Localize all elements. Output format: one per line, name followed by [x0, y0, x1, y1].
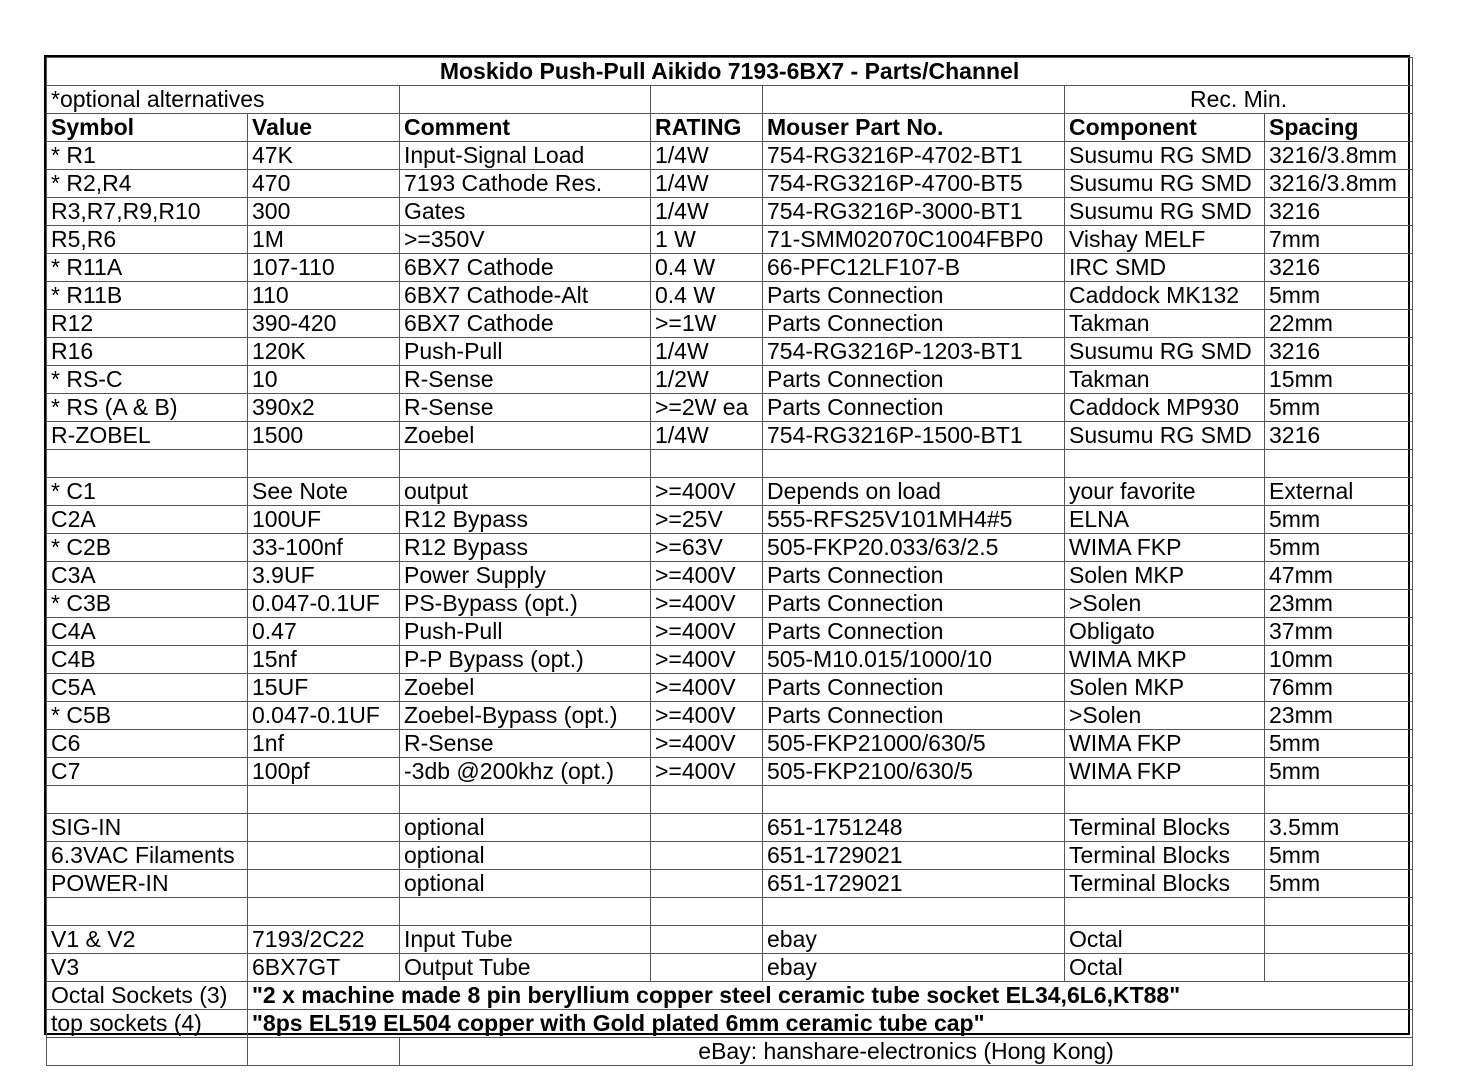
cell-symbol: top sockets (4) — [47, 1010, 248, 1038]
cell-mouser-part-no: 651-1751248 — [763, 814, 1065, 842]
cell-spacing: 10mm — [1265, 646, 1413, 674]
header-mouser-part: Mouser Part No. — [763, 114, 1065, 142]
cell-mouser-part-no: ebay — [763, 926, 1065, 954]
cell-value: 100UF — [248, 506, 400, 534]
footer-source: eBay: hanshare-electronics (Hong Kong) — [400, 1038, 1413, 1066]
cell-component: Susumu RG SMD — [1065, 422, 1265, 450]
cell-symbol: C3A — [47, 562, 248, 590]
cell-spacing: 3.5mm — [1265, 814, 1413, 842]
cell-symbol: * C3B — [47, 590, 248, 618]
resistor-row — [47, 254, 1413, 282]
capacitor-row — [47, 730, 1413, 758]
cell-value: 47K — [248, 142, 400, 170]
cell-comment: Input-Signal Load — [400, 142, 651, 170]
cell-mouser-part-no: Parts Connection — [763, 394, 1065, 422]
cell-spacing — [1265, 926, 1413, 954]
cell-spacing: 23mm — [1265, 702, 1413, 730]
cell-spacing: 23mm — [1265, 590, 1413, 618]
cell-component: Susumu RG SMD — [1065, 338, 1265, 366]
socket-description: "2 x machine made 8 pin beryllium copper steel ceramic tube socket EL34,6L6,KT88" — [248, 982, 1413, 1010]
cell-rating: 0.4 W — [651, 282, 763, 310]
header-row — [47, 114, 1413, 142]
cell-comment: P-P Bypass (opt.) — [400, 646, 651, 674]
cell-comment: R-Sense — [400, 366, 651, 394]
cell-mouser-part-no: ebay — [763, 954, 1065, 982]
cell-spacing: 5mm — [1265, 842, 1413, 870]
resistor-row — [47, 282, 1413, 310]
cell-component: your favorite — [1065, 478, 1265, 506]
cell-rating: 1 W — [651, 226, 763, 254]
tube-row — [47, 926, 1413, 954]
header-spacing: Spacing — [1265, 114, 1413, 142]
cell-rating: >=400V — [651, 478, 763, 506]
resistor-row — [47, 366, 1413, 394]
cell-rating: 1/4W — [651, 170, 763, 198]
cell-mouser-part-no: Parts Connection — [763, 674, 1065, 702]
cell-rating — [651, 954, 763, 982]
title-row — [47, 58, 1413, 86]
cell-symbol: * R11A — [47, 254, 248, 282]
cell-rating: >=400V — [651, 674, 763, 702]
cell-rating: >=2W ea — [651, 394, 763, 422]
cell-spacing: 7mm — [1265, 226, 1413, 254]
cell-rating: 1/4W — [651, 198, 763, 226]
cell-rating: >=400V — [651, 562, 763, 590]
cell-spacing: 3216 — [1265, 254, 1413, 282]
cell-comment: 6BX7 Cathode — [400, 310, 651, 338]
cell-spacing: 3216 — [1265, 198, 1413, 226]
tube-row — [47, 954, 1413, 982]
connector-row — [47, 842, 1413, 870]
cell-symbol: POWER-IN — [47, 870, 248, 898]
cell-comment: optional — [400, 870, 651, 898]
footer-row — [47, 1038, 1413, 1066]
cell-symbol: * RS-C — [47, 366, 248, 394]
cell-value: 1nf — [248, 730, 400, 758]
cell-spacing: 47mm — [1265, 562, 1413, 590]
note-row — [47, 86, 1413, 114]
cell-rating — [651, 870, 763, 898]
cell-mouser-part-no: Depends on load — [763, 478, 1065, 506]
cell-mouser-part-no: Parts Connection — [763, 702, 1065, 730]
cell-symbol: C4A — [47, 618, 248, 646]
cell-comment: Output Tube — [400, 954, 651, 982]
cell-rating: 1/2W — [651, 366, 763, 394]
cell-comment: R12 Bypass — [400, 534, 651, 562]
cell-mouser-part-no: 505-FKP2100/630/5 — [763, 758, 1065, 786]
socket-description: "8ps EL519 EL504 copper with Gold plated 6mm ceramic tube cap" — [248, 1010, 1413, 1038]
capacitor-row — [47, 618, 1413, 646]
resistor-row — [47, 142, 1413, 170]
cell-rating: >=63V — [651, 534, 763, 562]
cell-symbol: C2A — [47, 506, 248, 534]
capacitor-row — [47, 674, 1413, 702]
cell-value: 7193/2C22 — [248, 926, 400, 954]
resistor-row — [47, 394, 1413, 422]
cell-component: Terminal Blocks — [1065, 814, 1265, 842]
cell-symbol: * C2B — [47, 534, 248, 562]
cell-symbol: R-ZOBEL — [47, 422, 248, 450]
cell-rating: >=400V — [651, 618, 763, 646]
capacitor-row — [47, 506, 1413, 534]
cell-component: IRC SMD — [1065, 254, 1265, 282]
cell-rating: >=400V — [651, 758, 763, 786]
cell-component: WIMA MKP — [1065, 646, 1265, 674]
cell-value: 6BX7GT — [248, 954, 400, 982]
connector-row — [47, 814, 1413, 842]
capacitor-row — [47, 646, 1413, 674]
capacitor-row — [47, 478, 1413, 506]
cell-component: >Solen — [1065, 702, 1265, 730]
cell-spacing: 3216 — [1265, 422, 1413, 450]
cell-value: 15nf — [248, 646, 400, 674]
cell-mouser-part-no: 651-1729021 — [763, 842, 1065, 870]
resistor-row — [47, 170, 1413, 198]
parts-table — [46, 57, 1413, 1066]
resistor-row — [47, 198, 1413, 226]
cell-symbol: * R11B — [47, 282, 248, 310]
cell-value: 110 — [248, 282, 400, 310]
cell-comment: R12 Bypass — [400, 506, 651, 534]
cell-component: Susumu RG SMD — [1065, 198, 1265, 226]
socket-row — [47, 1010, 1413, 1038]
cell-component: Caddock MK132 — [1065, 282, 1265, 310]
cell-rating: 1/4W — [651, 142, 763, 170]
capacitor-row — [47, 562, 1413, 590]
cell-comment: 6BX7 Cathode-Alt — [400, 282, 651, 310]
cell-component: Octal — [1065, 954, 1265, 982]
cell-mouser-part-no: Parts Connection — [763, 282, 1065, 310]
cell-comment: -3db @200khz (opt.) — [400, 758, 651, 786]
cell-symbol: V1 & V2 — [47, 926, 248, 954]
capacitor-row — [47, 702, 1413, 730]
resistor-row — [47, 338, 1413, 366]
cell-comment: Zoebel — [400, 422, 651, 450]
cell-rating: >=25V — [651, 506, 763, 534]
socket-row — [47, 982, 1413, 1010]
cell-comment: Power Supply — [400, 562, 651, 590]
header-component: Component — [1065, 114, 1265, 142]
group-divider — [47, 898, 1413, 926]
cell-symbol: * R2,R4 — [47, 170, 248, 198]
header-value: Value — [248, 114, 400, 142]
cell-rating: 1/4W — [651, 422, 763, 450]
cell-spacing: 5mm — [1265, 534, 1413, 562]
header-rating: RATING — [651, 114, 763, 142]
cell-comment: R-Sense — [400, 394, 651, 422]
cell-comment: >=350V — [400, 226, 651, 254]
cell-mouser-part-no: 505-FKP20.033/63/2.5 — [763, 534, 1065, 562]
cell-mouser-part-no: 754-RG3216P-4700-BT5 — [763, 170, 1065, 198]
cell-mouser-part-no: 651-1729021 — [763, 870, 1065, 898]
cell-component: WIMA FKP — [1065, 758, 1265, 786]
cell-symbol: C4B — [47, 646, 248, 674]
cell-spacing: 15mm — [1265, 366, 1413, 394]
cell-spacing: 3216/3.8mm — [1265, 170, 1413, 198]
cell-value — [248, 814, 400, 842]
capacitor-row — [47, 534, 1413, 562]
cell-spacing: 5mm — [1265, 870, 1413, 898]
cell-comment: Gates — [400, 198, 651, 226]
parts-sheet — [44, 55, 1410, 1064]
cell-component: ELNA — [1065, 506, 1265, 534]
cell-value: 15UF — [248, 674, 400, 702]
cell-value: See Note — [248, 478, 400, 506]
cell-mouser-part-no: 754-RG3216P-1500-BT1 — [763, 422, 1065, 450]
cell-mouser-part-no: 754-RG3216P-4702-BT1 — [763, 142, 1065, 170]
cell-symbol: R5,R6 — [47, 226, 248, 254]
cell-symbol: C6 — [47, 730, 248, 758]
cell-value: 1500 — [248, 422, 400, 450]
cell-mouser-part-no: Parts Connection — [763, 366, 1065, 394]
cell-component: Terminal Blocks — [1065, 870, 1265, 898]
cell-component: Takman — [1065, 366, 1265, 394]
cell-symbol: 6.3VAC Filaments — [47, 842, 248, 870]
cell-value: 107-110 — [248, 254, 400, 282]
cell-rating — [651, 842, 763, 870]
cell-rating: >=400V — [651, 590, 763, 618]
cell-component: Susumu RG SMD — [1065, 170, 1265, 198]
cell-rating: >=400V — [651, 646, 763, 674]
cell-component: WIMA FKP — [1065, 534, 1265, 562]
cell-comment: Push-Pull — [400, 338, 651, 366]
rec-min-label: Rec. Min. — [1065, 86, 1413, 114]
cell-comment: output — [400, 478, 651, 506]
cell-mouser-part-no: Parts Connection — [763, 310, 1065, 338]
optional-note: *optional alternatives — [47, 86, 400, 114]
cell-value: 0.047-0.1UF — [248, 702, 400, 730]
cell-spacing: 37mm — [1265, 618, 1413, 646]
cell-value: 0.47 — [248, 618, 400, 646]
cell-spacing: 22mm — [1265, 310, 1413, 338]
cell-component: Solen MKP — [1065, 674, 1265, 702]
cell-value: 390-420 — [248, 310, 400, 338]
cell-value — [248, 870, 400, 898]
cell-spacing: 5mm — [1265, 394, 1413, 422]
capacitor-row — [47, 758, 1413, 786]
cell-component: WIMA FKP — [1065, 730, 1265, 758]
cell-symbol: R12 — [47, 310, 248, 338]
cell-component: Obligato — [1065, 618, 1265, 646]
capacitor-row — [47, 590, 1413, 618]
cell-mouser-part-no: 71-SMM02070C1004FBP0 — [763, 226, 1065, 254]
cell-mouser-part-no: 505-M10.015/1000/10 — [763, 646, 1065, 674]
cell-component: Solen MKP — [1065, 562, 1265, 590]
cell-comment: R-Sense — [400, 730, 651, 758]
cell-mouser-part-no: 555-RFS25V101MH4#5 — [763, 506, 1065, 534]
header-symbol: Symbol — [47, 114, 248, 142]
cell-value: 120K — [248, 338, 400, 366]
cell-symbol: Octal Sockets (3) — [47, 982, 248, 1010]
cell-spacing: 5mm — [1265, 758, 1413, 786]
cell-comment: Push-Pull — [400, 618, 651, 646]
cell-spacing: 76mm — [1265, 674, 1413, 702]
cell-rating: >=400V — [651, 702, 763, 730]
cell-comment: optional — [400, 842, 651, 870]
cell-symbol: * RS (A & B) — [47, 394, 248, 422]
cell-value: 10 — [248, 366, 400, 394]
cell-value: 300 — [248, 198, 400, 226]
cell-spacing — [1265, 954, 1413, 982]
cell-component: Takman — [1065, 310, 1265, 338]
cell-comment: Input Tube — [400, 926, 651, 954]
cell-rating — [651, 814, 763, 842]
cell-symbol: * C1 — [47, 478, 248, 506]
cell-mouser-part-no: 505-FKP21000/630/5 — [763, 730, 1065, 758]
cell-spacing: 3216/3.8mm — [1265, 142, 1413, 170]
cell-rating: 1/4W — [651, 338, 763, 366]
cell-comment: 6BX7 Cathode — [400, 254, 651, 282]
cell-spacing: 3216 — [1265, 338, 1413, 366]
cell-symbol: R16 — [47, 338, 248, 366]
cell-mouser-part-no: 754-RG3216P-1203-BT1 — [763, 338, 1065, 366]
cell-comment: 7193 Cathode Res. — [400, 170, 651, 198]
cell-comment: Zoebel-Bypass (opt.) — [400, 702, 651, 730]
cell-rating: 0.4 W — [651, 254, 763, 282]
cell-symbol: SIG-IN — [47, 814, 248, 842]
cell-rating: >=1W — [651, 310, 763, 338]
cell-comment: PS-Bypass (opt.) — [400, 590, 651, 618]
cell-component: Susumu RG SMD — [1065, 142, 1265, 170]
cell-spacing: 5mm — [1265, 282, 1413, 310]
resistor-row — [47, 310, 1413, 338]
cell-symbol: C7 — [47, 758, 248, 786]
cell-spacing: 5mm — [1265, 730, 1413, 758]
cell-rating — [651, 926, 763, 954]
cell-value — [248, 842, 400, 870]
cell-spacing: External — [1265, 478, 1413, 506]
cell-symbol: * R1 — [47, 142, 248, 170]
cell-comment: Zoebel — [400, 674, 651, 702]
cell-mouser-part-no: Parts Connection — [763, 562, 1065, 590]
resistor-row — [47, 422, 1413, 450]
cell-spacing: 5mm — [1265, 506, 1413, 534]
cell-component: Octal — [1065, 926, 1265, 954]
resistor-row — [47, 226, 1413, 254]
cell-value: 1M — [248, 226, 400, 254]
cell-symbol: R3,R7,R9,R10 — [47, 198, 248, 226]
cell-symbol: C5A — [47, 674, 248, 702]
cell-value: 0.047-0.1UF — [248, 590, 400, 618]
cell-mouser-part-no: Parts Connection — [763, 618, 1065, 646]
cell-mouser-part-no: 66-PFC12LF107-B — [763, 254, 1065, 282]
cell-component: Caddock MP930 — [1065, 394, 1265, 422]
cell-symbol: V3 — [47, 954, 248, 982]
cell-value: 33-100nf — [248, 534, 400, 562]
cell-value: 100pf — [248, 758, 400, 786]
cell-mouser-part-no: 754-RG3216P-3000-BT1 — [763, 198, 1065, 226]
header-comment: Comment — [400, 114, 651, 142]
cell-component: Vishay MELF — [1065, 226, 1265, 254]
cell-component: >Solen — [1065, 590, 1265, 618]
cell-mouser-part-no: Parts Connection — [763, 590, 1065, 618]
cell-component: Terminal Blocks — [1065, 842, 1265, 870]
page-title: Moskido Push-Pull Aikido 7193-6BX7 - Parts/Channel — [47, 58, 1413, 86]
cell-rating: >=400V — [651, 730, 763, 758]
group-divider — [47, 786, 1413, 814]
connector-row — [47, 870, 1413, 898]
cell-value: 470 — [248, 170, 400, 198]
cell-comment: optional — [400, 814, 651, 842]
cell-value: 3.9UF — [248, 562, 400, 590]
group-divider — [47, 450, 1413, 478]
cell-symbol: * C5B — [47, 702, 248, 730]
cell-value: 390x2 — [248, 394, 400, 422]
